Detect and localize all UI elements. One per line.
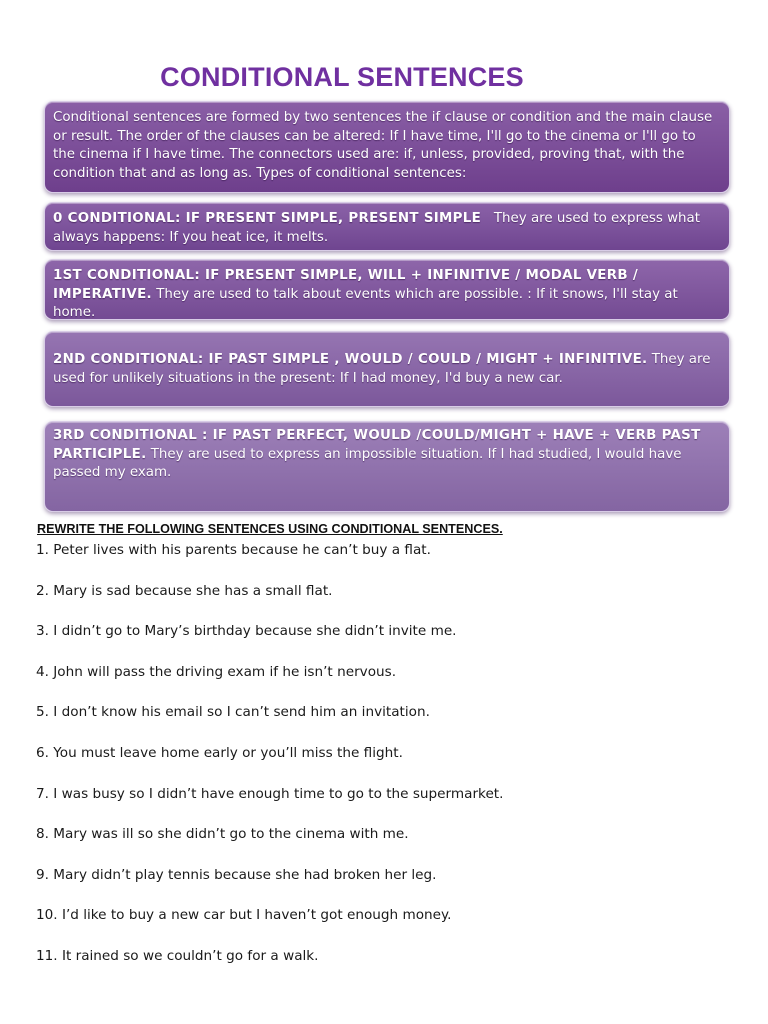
exercise-item: 4. John will pass the driving exam if he isn’t nervous. (36, 663, 397, 680)
exercise-instruction: REWRITE THE FOLLOWING SENTENCES USING CONDITIONAL SENTENCES. (37, 522, 503, 536)
exercise-item: 1. Peter lives with his parents because he can’t buy a flat. (36, 542, 431, 558)
first-conditional-box (44, 259, 730, 320)
page-title: CONDITIONAL SENTENCES (160, 62, 524, 93)
exercise-item: 8. Mary was ill so she didn’t go to the cinema with me. (36, 826, 409, 843)
zero-conditional-box (44, 202, 730, 251)
zero-conditional-text: They are used to express what always happens: If you heat ice, it melts. (53, 211, 700, 245)
third-conditional-text: They are used to express an impossible situation. If I had studied, I would have passed my exam. (53, 446, 682, 481)
third-conditional-heading: 3RD CONDITIONAL : IF PAST PERFECT, WOULD /COULD/MIGHT + HAVE + VERB PAST PARTICIPLE. (53, 428, 701, 462)
exercise-item: 11. It rained so we couldn’t go for a walk. (36, 947, 319, 964)
second-conditional-text: They are used for unlikely situations in the present: If I had money, I'd buy a new car. (53, 352, 711, 386)
exercise-item: 6. You must leave home early or you’ll miss the flight. (36, 744, 403, 761)
second-conditional-heading: 2ND CONDITIONAL: IF PAST SIMPLE , WOULD / COULD / MIGHT + INFINITIVE. (53, 352, 648, 367)
exercise-item: 9. Mary didn’t play tennis because she had broken her leg. (36, 866, 437, 883)
third-conditional-box (44, 421, 730, 512)
second-conditional-box (44, 331, 730, 407)
exercise-item: 2. Mary is sad because she has a small flat. (36, 582, 333, 599)
exercise-list (36, 541, 503, 988)
first-conditional-text: They are used to talk about events which are possible. : If it snows, I'll stay at home. (53, 286, 678, 321)
intro-text: Conditional sentences are formed by two sentences the if clause or condition and the main clause or result. The order of the clauses can be altered: If I have time, I'll go to the cinema or I'll go to the cinema if I have time. The connectors used are: if, unless, provided, proving that, with the condition that and as long as. Types of conditional sentences: (53, 110, 713, 181)
exercise-item: 3. I didn’t go to Mary’s birthday because she didn’t invite me. (36, 623, 457, 640)
exercise-item: 10. I’d like to buy a new car but I haven’t got enough money. (36, 907, 452, 924)
exercise-item: 7. I was busy so I didn’t have enough time to go to the supermarket. (36, 785, 504, 802)
exercise-item: 5. I don’t know his email so I can’t send him an invitation. (36, 704, 430, 721)
first-conditional-heading: 1ST CONDITIONAL: IF PRESENT SIMPLE, WILL + INFINITIVE / MODAL VERB / IMPERATIVE. (53, 268, 639, 302)
intro-box (44, 101, 730, 193)
zero-conditional-heading: 0 CONDITIONAL: IF PRESENT SIMPLE, PRESENT SIMPLE (53, 211, 482, 226)
